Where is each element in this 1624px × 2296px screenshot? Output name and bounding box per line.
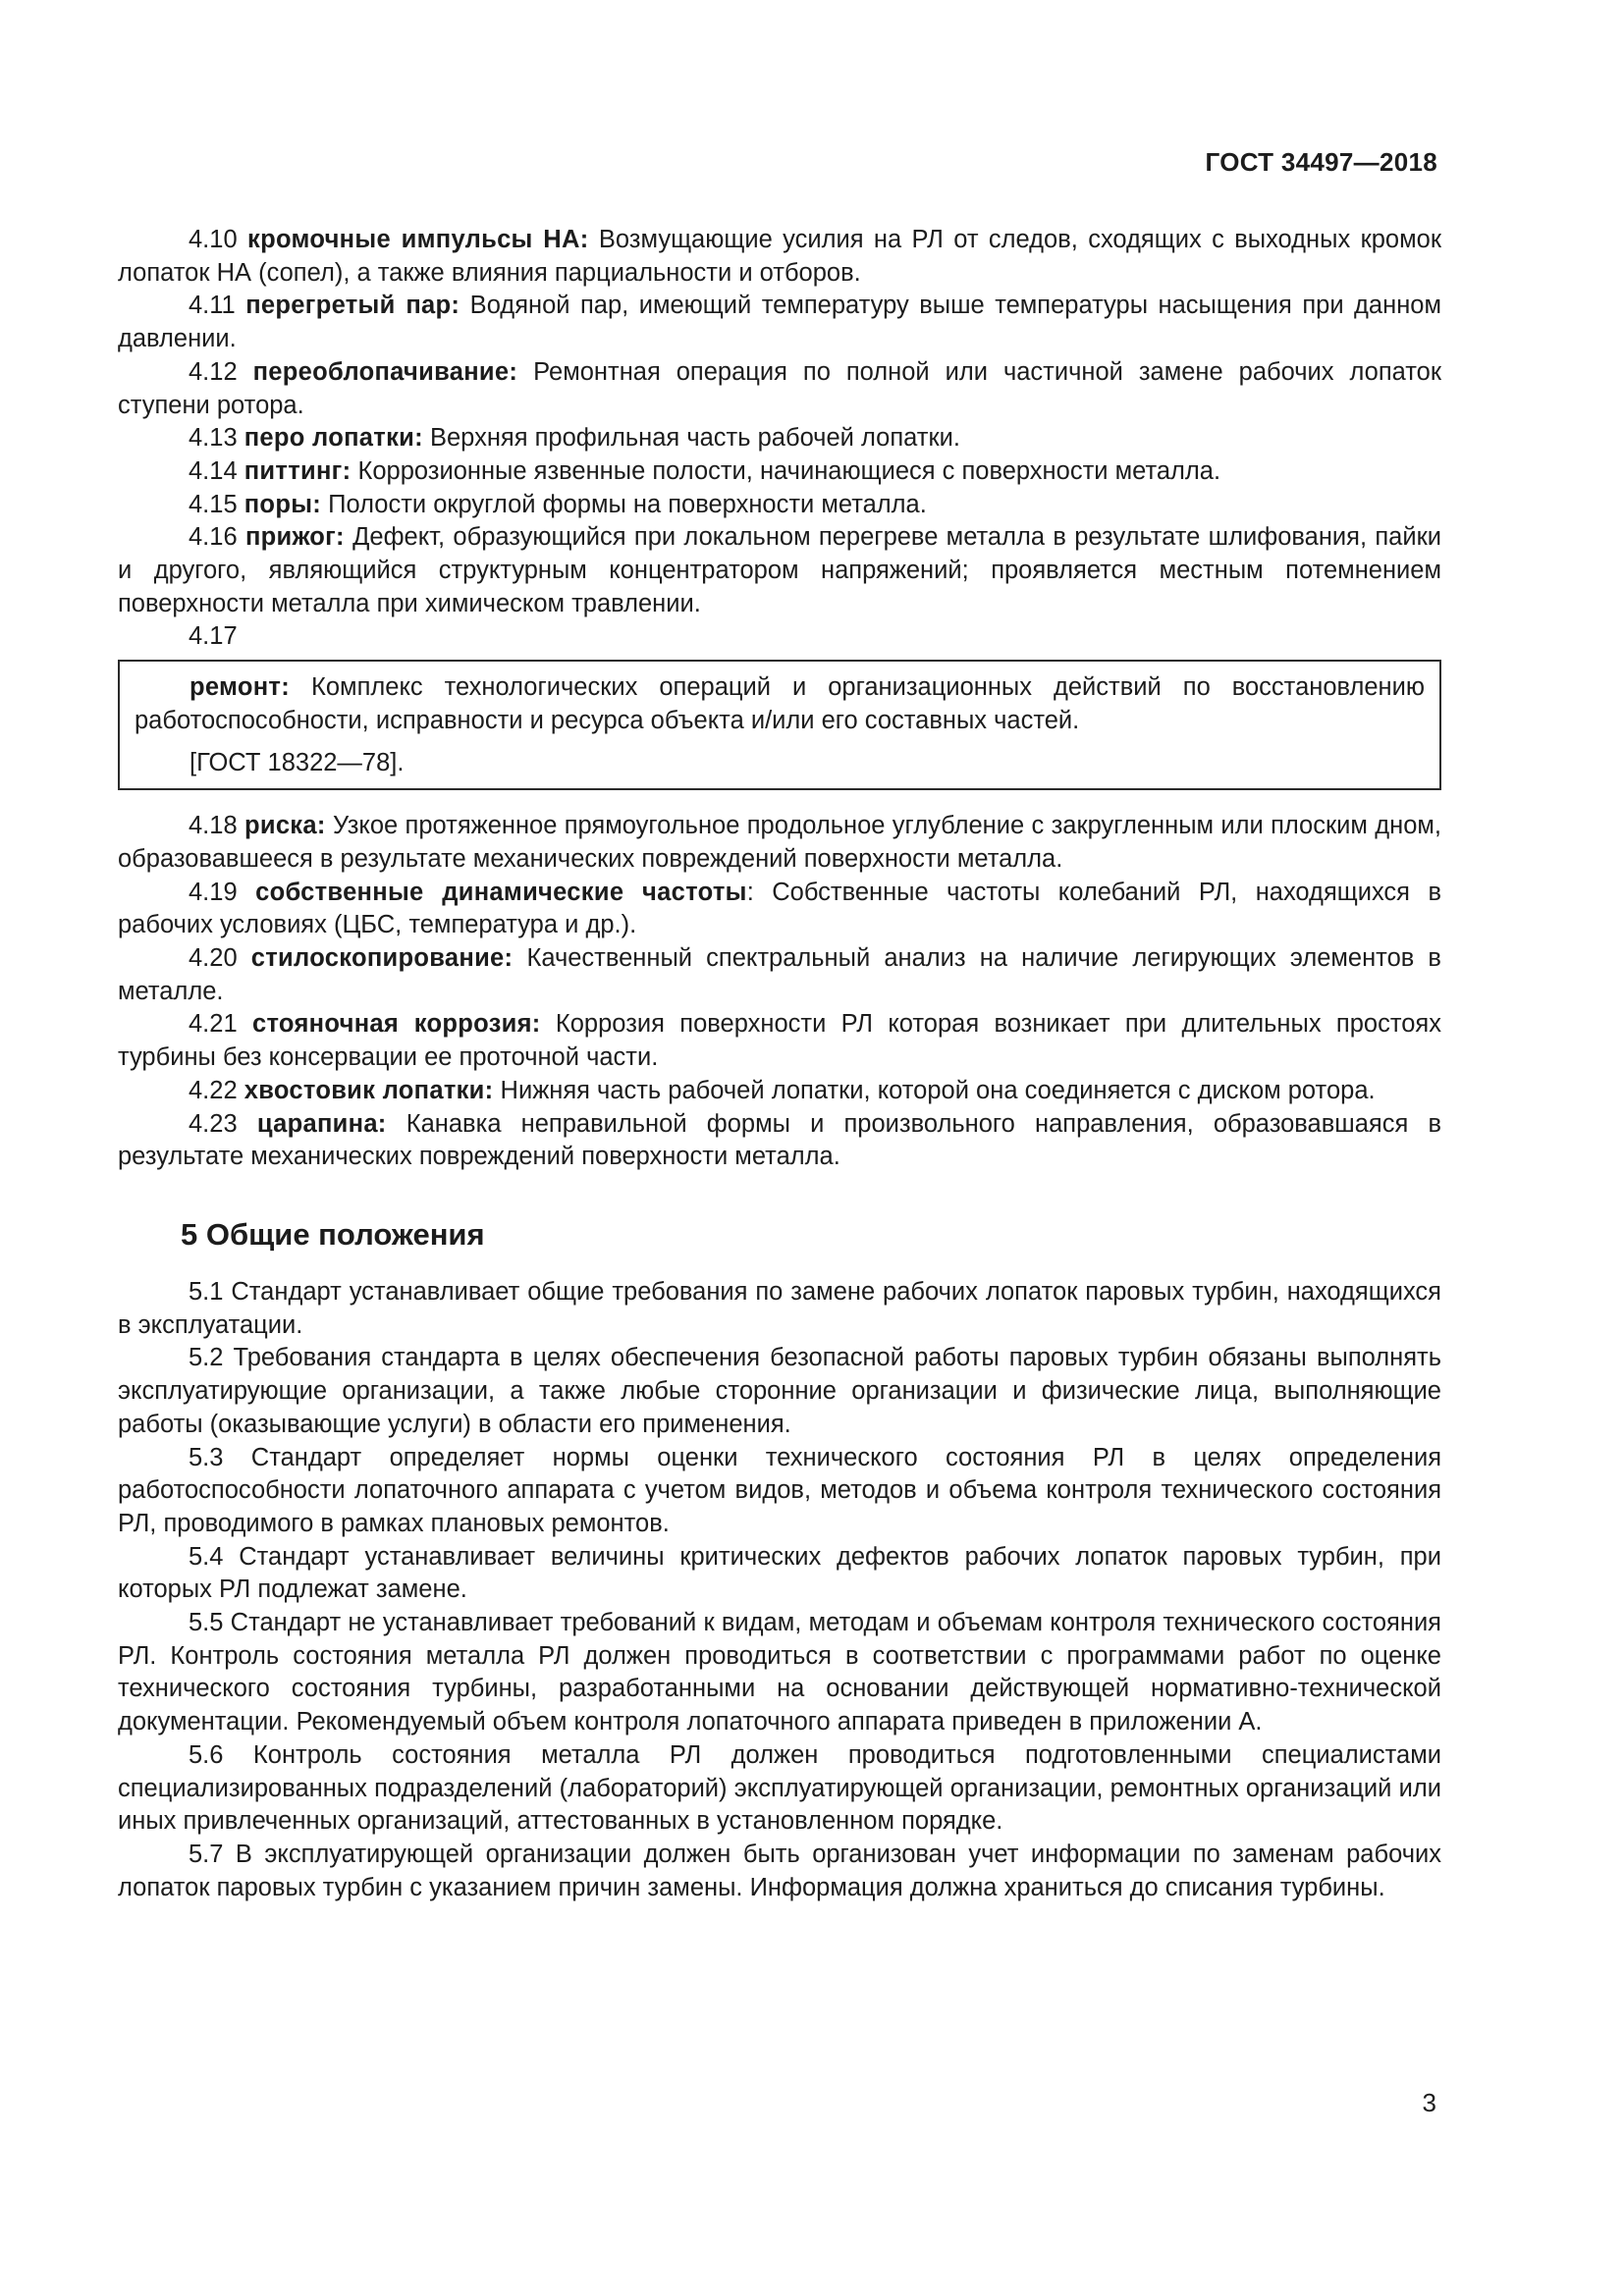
term-definition: Возмущающие усилия на РЛ от следов, сходящих с выходных кромок лопаток НА (сопел), а также влияния парциальности и отборов. bbox=[118, 226, 1441, 287]
term-name: переоблопачивание: bbox=[252, 357, 518, 386]
term-number: 4.23 bbox=[189, 1109, 238, 1138]
term-entry bbox=[118, 489, 1441, 522]
term-definition: Узкое протяженное прямоугольное продольное углубление с закругленным или плоским дном, образовавшееся в результате механических повреждений поверхности металла. bbox=[118, 812, 1441, 873]
term-entry bbox=[118, 356, 1441, 422]
term-name: риска: bbox=[244, 812, 326, 840]
term-name: стояночная коррозия: bbox=[252, 1010, 541, 1039]
quoted-term-box bbox=[118, 660, 1441, 790]
term-name: собственные динамические частоты bbox=[255, 878, 747, 906]
section-paragraph: 5.2 Требования стандарта в целях обеспечения безопасной работы паровых турбин обязаны выполнять эксплуатирующие организации, а также любые сторонние организации и физические лица, выполняющие работы (оказывающие услуги) в области его применения. bbox=[118, 1344, 1441, 1438]
term-definition: Водяной пар, имеющий температуру выше температуры насыщения при данном давлении. bbox=[118, 292, 1441, 353]
source-reference: [ГОСТ 18322—78]. bbox=[189, 748, 405, 776]
term-entry bbox=[118, 1075, 1441, 1108]
term-entry bbox=[118, 1008, 1441, 1074]
section-paragraph: 5.4 Стандарт устанавливает величины критических дефектов рабочих лопаток паровых турбин, при которых РЛ подлежат замене. bbox=[118, 1542, 1441, 1604]
term-number-4-17: 4.17 bbox=[189, 622, 238, 651]
term-name: стилоскопирование: bbox=[250, 944, 514, 973]
term-definition: Коррозия поверхности РЛ которая возникает при длительных простоях турбины без консервации ее проточной части. bbox=[118, 1010, 1441, 1072]
term-entry bbox=[118, 1108, 1441, 1174]
term-entry bbox=[118, 877, 1441, 942]
term-entry bbox=[118, 224, 1441, 290]
term-entry bbox=[118, 810, 1441, 876]
term-name: царапина: bbox=[256, 1109, 387, 1138]
term-definition: Полости округлой формы на поверхности металла. bbox=[321, 490, 927, 518]
term-number: 4.22 bbox=[189, 1076, 238, 1104]
section-paragraph: 5.7 В эксплуатирующей организации должен быть организован учет информации по заменам рабочих лопаток паровых турбин с указанием причин замены. Информация должна храниться до списания турбины. bbox=[118, 1840, 1441, 1901]
section-heading: 5 Общие положения bbox=[181, 1216, 485, 1252]
term-entry bbox=[118, 422, 1441, 455]
term-name: кромочные импульсы НА: bbox=[247, 226, 589, 253]
term-definition: Дефект, образующийся при локальном перегреве металла в результате шлифования, пайки и другого, являющийся структурным концентратором напряжений; проявляется местным потемнением поверхности металла при химическом травлении. bbox=[118, 523, 1441, 617]
term-number: 4.14 bbox=[189, 456, 238, 485]
page-number: 3 bbox=[1422, 2088, 1436, 2117]
term-definition: Качественный спектральный анализ на наличие легирующих элементов в металле. bbox=[118, 944, 1441, 1005]
terms-list-a bbox=[118, 224, 1441, 620]
term-number: 4.13 bbox=[189, 424, 238, 453]
term-entry bbox=[135, 671, 1425, 737]
term-name: ремонт: bbox=[189, 673, 291, 702]
term-definition: Нижняя часть рабочей лопатки, которой она соединяется с диском ротора. bbox=[493, 1076, 1376, 1104]
term-entry bbox=[118, 455, 1441, 489]
section-paragraph: 5.1 Стандарт устанавливает общие требования по замене рабочих лопаток паровых турбин, находящихся в эксплуатации. bbox=[118, 1277, 1441, 1339]
term-definition: : Собственные частоты колебаний РЛ, находящихся в рабочих условиях (ЦБС, температура и др.). bbox=[118, 878, 1441, 939]
document-id: ГОСТ 34497—2018 bbox=[1205, 147, 1437, 177]
section-paragraph: 5.5 Стандарт не устанавливает требований к видам, методам и объемам контроля технического состояния РЛ. Контроль состояния металла РЛ должен проводиться в соответствии с программами работ по оценке технического состояния турбины, разработанными на основании действующей нормативно-технической документации. Рекомендуемый объем контроля лопаточного аппарата приведен в приложении А. bbox=[118, 1609, 1441, 1736]
term-name: перегретый пар: bbox=[245, 292, 460, 320]
term-definition: Коррозионные язвенные полости, начинающиеся с поверхности металла. bbox=[351, 456, 1221, 485]
term-definition: Комплекс технологических операций и организационных действий по восстановлению работоспособности, исправности и ресурса объекта и/или его составных частей. bbox=[135, 673, 1425, 734]
term-name: питтинг: bbox=[244, 456, 352, 485]
term-number: 4.18 bbox=[189, 812, 238, 840]
term-entry bbox=[118, 290, 1441, 355]
term-definition: Ремонтная операция по полной или частичной замене рабочих лопаток ступени ротора. bbox=[118, 357, 1441, 419]
term-name: поры: bbox=[244, 490, 322, 518]
section-paragraph: 5.3 Стандарт определяет нормы оценки технического состояния РЛ в целях определения работоспособности лопаточного аппарата с учетом видов, методов и объема контроля технического состояния РЛ, проводимого в рамках плановых ремонтов. bbox=[118, 1443, 1441, 1537]
term-definition: Верхняя профильная часть рабочей лопатки. bbox=[422, 424, 960, 453]
term-definition: Канавка неправильной формы и произвольного направления, образовавшаяся в результате механических повреждений поверхности металла. bbox=[118, 1109, 1441, 1171]
page-content bbox=[118, 224, 1441, 1904]
term-number: 4.19 bbox=[189, 878, 238, 906]
term-name: прижог: bbox=[244, 523, 345, 552]
terms-list-b bbox=[118, 810, 1441, 1174]
term-number: 4.20 bbox=[189, 944, 238, 973]
term-number: 4.12 bbox=[189, 357, 238, 386]
term-number: 4.15 bbox=[189, 490, 238, 518]
term-name: перо лопатки: bbox=[244, 424, 423, 453]
term-number: 4.11 bbox=[189, 292, 236, 320]
term-number: 4.16 bbox=[189, 523, 238, 552]
term-entry bbox=[118, 942, 1441, 1008]
section-paragraph: 5.6 Контроль состояния металла РЛ должен проводиться подготовленными специалистами специализированных подразделений (лабораторий) эксплуатирующей организации, ремонтных организаций или иных привлеченных организаций, аттестованных в установленном порядке. bbox=[118, 1740, 1441, 1836]
term-name: хвостовик лопатки: bbox=[244, 1076, 494, 1104]
term-entry bbox=[118, 521, 1441, 620]
term-number: 4.21 bbox=[189, 1010, 238, 1039]
section-5-body bbox=[118, 1276, 1441, 1904]
term-number: 4.10 bbox=[189, 226, 238, 253]
